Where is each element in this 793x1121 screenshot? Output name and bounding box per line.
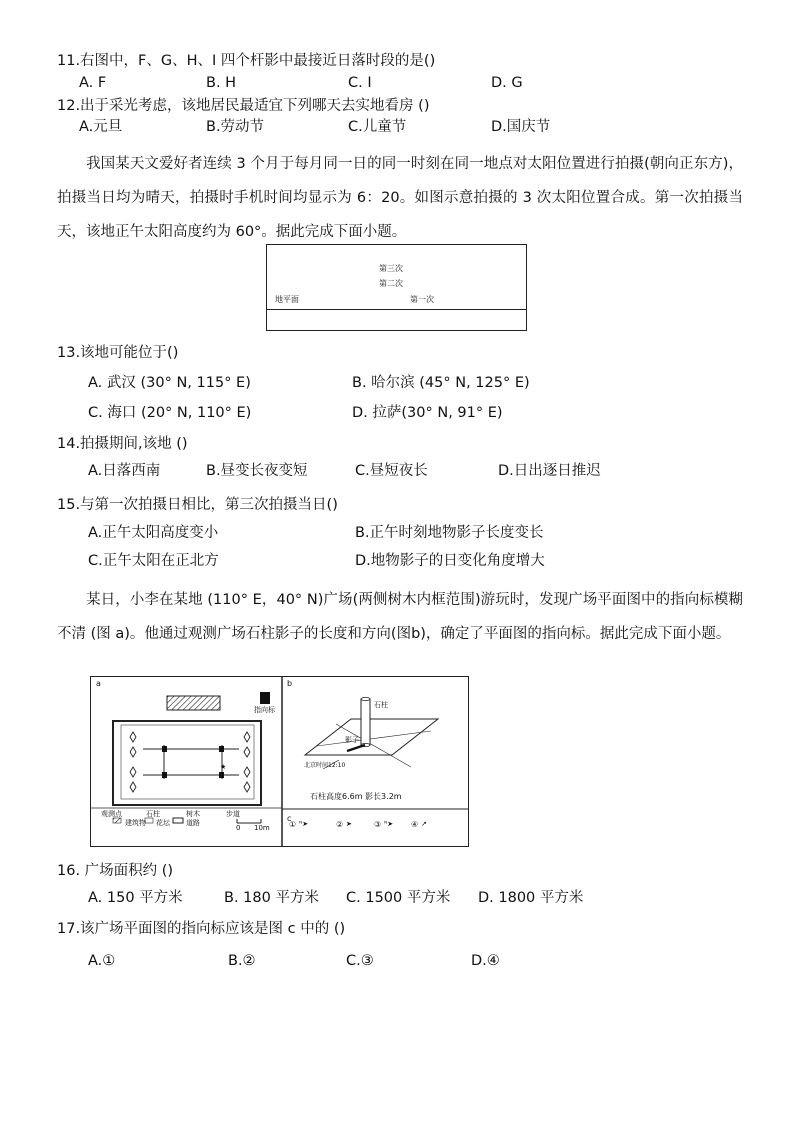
second-shot-label: 第二次 [379,279,403,288]
passage-1 [57,147,743,249]
q11-option-b: B. H [206,75,237,91]
svg-text:②: ② [336,820,344,829]
compass-legend-label: 指向标 [254,706,275,714]
sun-position-figure [266,244,527,331]
svg-text:①: ① [289,820,297,829]
q17-option-c: C.③ [346,953,374,969]
panel-c-label: c [287,814,292,823]
q12-option-c: C.儿童节 [348,119,407,135]
scale-start: 0 [236,824,241,832]
svg-text:③: ③ [374,820,382,829]
legend-observation: 观测点 [101,810,122,818]
q14-option-b: B.昼变长夜变短 [206,463,308,479]
first-shot-label: 第一次 [410,295,434,304]
q16-option-c: C. 1500 平方米 [346,890,451,906]
q15-stem: 15.与第一次拍摄日相比，第三次拍摄当日() [57,497,338,513]
q15-option-c: C.正午太阳在正北方 [88,553,219,569]
q14-stem: 14.拍摄期间,该地 () [57,436,188,452]
svg-text:ᴺ➤: ᴺ➤ [384,820,394,828]
svg-text:④: ④ [411,820,419,829]
legend-tree: 树木 [186,810,200,818]
third-shot-label: 第三次 [379,264,403,273]
svg-text:★: ★ [220,763,227,771]
q12-stem: 12.出于采光考虑，该地居民最适宜下列哪天去实地看房 () [57,98,430,114]
q12-option-b: B.劳动节 [206,119,265,135]
legend-pillar: 石柱 [146,810,160,818]
q17-option-b: B.② [228,953,256,969]
plaza-figure [90,676,469,847]
q17-option-a: A.① [88,953,116,969]
passage-2 [57,583,743,651]
q15-option-d: D.地物影子的日变化角度增大 [355,553,545,569]
q16-option-b: B. 180 平方米 [224,890,319,906]
q14-option-c: C.昼短夜长 [355,463,428,479]
q13-option-d: D. 拉萨(30° N, 91° E) [352,405,503,421]
passage-2-text: 某日，小李在某地 (110° E，40° N)广场(两侧树木内框范围)游玩时，发现广场平面图中的指向标模糊不清 (图 a)。他通过观测广场石柱影子的长度和方向(图b)，确定了平面图的指向标。据此完成下面小题。 [57,592,743,642]
q15-option-b: B.正午时刻地物影子长度变长 [355,525,544,541]
q14-option-d: D.日出逐日推迟 [498,463,601,479]
q16-option-a: A. 150 平方米 [88,890,183,906]
q11-option-d: D. G [491,75,523,91]
svg-text:ᴺ➤: ᴺ➤ [299,820,309,828]
q17-option-d: D.④ [471,953,500,969]
q14-option-a: A.日落西南 [88,463,161,479]
q13-option-b: B. 哈尔滨 (45° N, 125° E) [352,375,530,391]
q11-stem: 11.右图中，F、G、H、I 四个杆影中最接近日落时段的是() [57,53,436,69]
plaza-figure-drawing [91,677,468,846]
shadow-label: 影子 [345,736,359,744]
q13-stem: 13.该地可能位于() [57,345,179,361]
svg-text:➤: ➤ [346,820,352,828]
pillar-label: 石柱 [374,701,388,709]
legend-flowerbed: 花坛 [156,819,170,827]
q17-stem: 17.该广场平面图的指向标应该是图 c 中的 () [57,921,346,937]
q12-option-a: A.元旦 [79,119,123,135]
legend-road: 道路 [186,819,200,827]
panel-b-label: b [287,679,293,688]
q11-option-a: A. F [79,75,107,91]
time-label: 北京时间12:10 [304,762,346,769]
q13-option-c: C. 海口 (20° N, 110° E) [88,405,252,421]
q16-stem: 16. 广场面积约 () [57,863,174,879]
legend-walkway: 步道 [226,810,240,818]
q15-option-a: A.正午太阳高度变小 [88,525,219,541]
horizon-line [267,309,526,310]
panel-a-label: a [96,679,101,688]
passage-1-text: 我国某天文爱好者连续 3 个月于每月同一日的同一时刻在同一地点对太阳位置进行拍摄(朝向正东方)，拍摄当日均为晴天，拍摄时手机时间均显示为 6：20。如图示意拍摄的 3 次太阳位置合成。第一次拍摄当天，该地正午太阳高度约为 60°。据此完成下面小题。 [57,156,743,240]
legend-building: 建筑物 [125,819,146,827]
scale-end: 10m [254,824,270,832]
figure-caption: 石柱高度6.6m 影长3.2m [310,792,402,801]
q12-option-d: D.国庆节 [491,119,551,135]
q16-option-d: D. 1800 平方米 [478,890,584,906]
svg-text:↗: ↗ [421,820,427,828]
q13-option-a: A. 武汉 (30° N, 115° E) [88,375,251,391]
ground-label: 地平面 [275,295,299,304]
q11-option-c: C. I [348,75,372,91]
